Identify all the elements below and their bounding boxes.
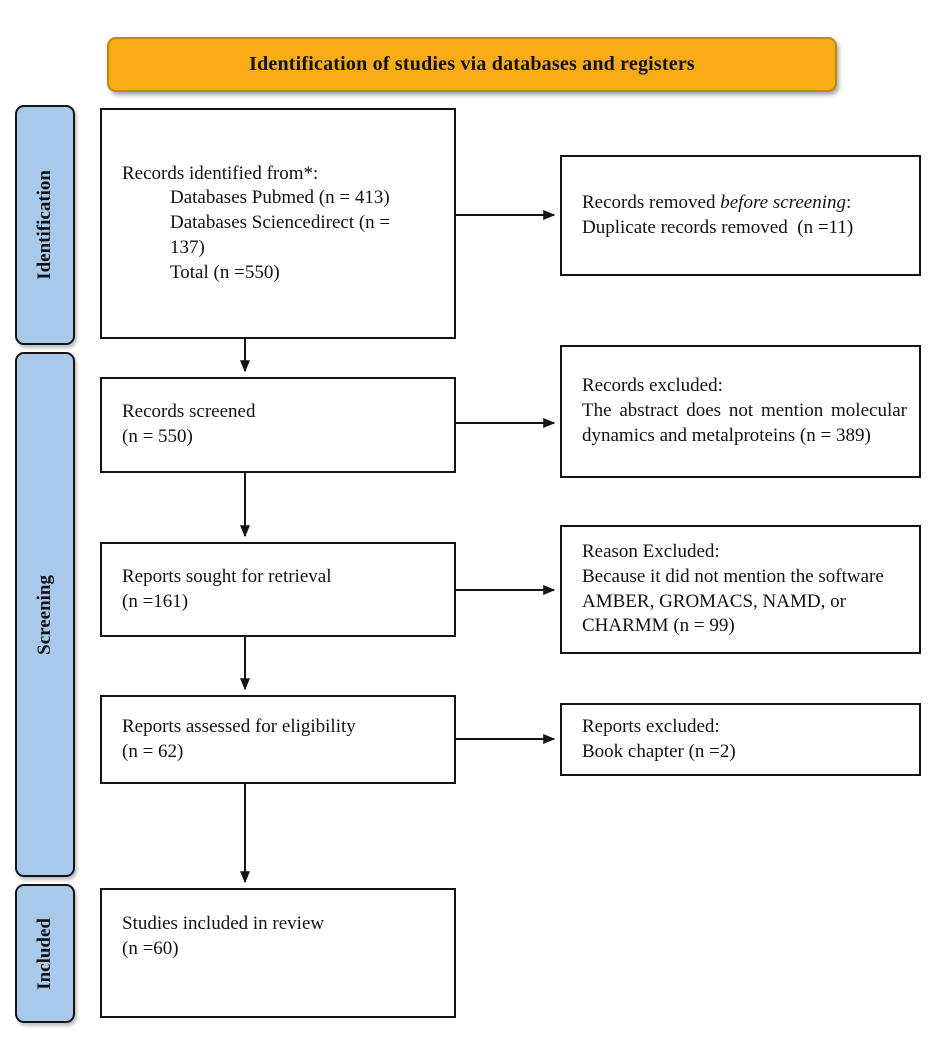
studies-included-count: (n =60)	[122, 937, 179, 959]
box-reports-excluded	[560, 703, 921, 776]
banner-title: Identification of studies via databases and registers	[249, 53, 695, 75]
reason-excluded-body: Because it did not mention the software AMBER, GROMACS, NAMD, or CHARMM (n = 99)	[582, 565, 884, 637]
records-identified-line1: Records identified from*:	[122, 162, 319, 184]
reports-sought-count: (n =161)	[122, 590, 189, 612]
stage-screening-label: Screening	[34, 574, 55, 655]
records-identified-sciencedirect: Databases Sciencedirect (n =	[170, 212, 391, 234]
records-excluded-heading: Records excluded:	[582, 375, 723, 397]
records-identified-pubmed: Databases Pubmed (n = 413)	[170, 187, 390, 209]
box-records-removed	[560, 155, 921, 276]
reports-sought-line1: Reports sought for retrieval	[122, 565, 332, 587]
stage-identification	[15, 105, 75, 345]
stage-included	[15, 884, 75, 1023]
stage-identification-label: Identification	[34, 170, 55, 280]
records-removed-line1	[582, 191, 907, 216]
box-reports-assessed	[100, 695, 456, 784]
records-screened-line1: Records screened	[122, 401, 256, 423]
stage-screening	[15, 352, 75, 877]
records-removed-italic: before screening	[720, 191, 846, 213]
records-removed-suffix: :	[845, 191, 852, 213]
reports-assessed-line1: Reports assessed for eligibility	[122, 715, 356, 737]
box-studies-included	[100, 888, 456, 1018]
studies-included-line1: Studies included in review	[122, 913, 325, 934]
reports-excluded-heading: Reports excluded:	[582, 715, 720, 737]
reports-assessed-count: (n = 62)	[122, 740, 184, 762]
reason-excluded-heading: Reason Excluded:	[582, 541, 720, 563]
records-identified-total: Total (n =550)	[170, 261, 280, 283]
stage-included-label: Included	[34, 917, 55, 990]
box-reason-excluded	[560, 525, 921, 654]
records-removed-line2: Duplicate records removed (n =11)	[582, 216, 854, 238]
records-removed-prefix: Records removed	[582, 191, 721, 213]
box-records-excluded	[560, 345, 921, 478]
box-records-screened	[100, 377, 456, 473]
records-identified-sciencedirect-count: 137)	[170, 236, 205, 258]
records-screened-count: (n = 550)	[122, 426, 193, 447]
banner	[107, 37, 837, 92]
box-reports-sought	[100, 542, 456, 637]
reports-excluded-line2: Book chapter (n =2)	[582, 740, 736, 762]
box-records-identified	[100, 108, 456, 339]
records-excluded-body: The abstract does not mention molecular dynamics and metalproteins (n = 389)	[582, 400, 907, 446]
